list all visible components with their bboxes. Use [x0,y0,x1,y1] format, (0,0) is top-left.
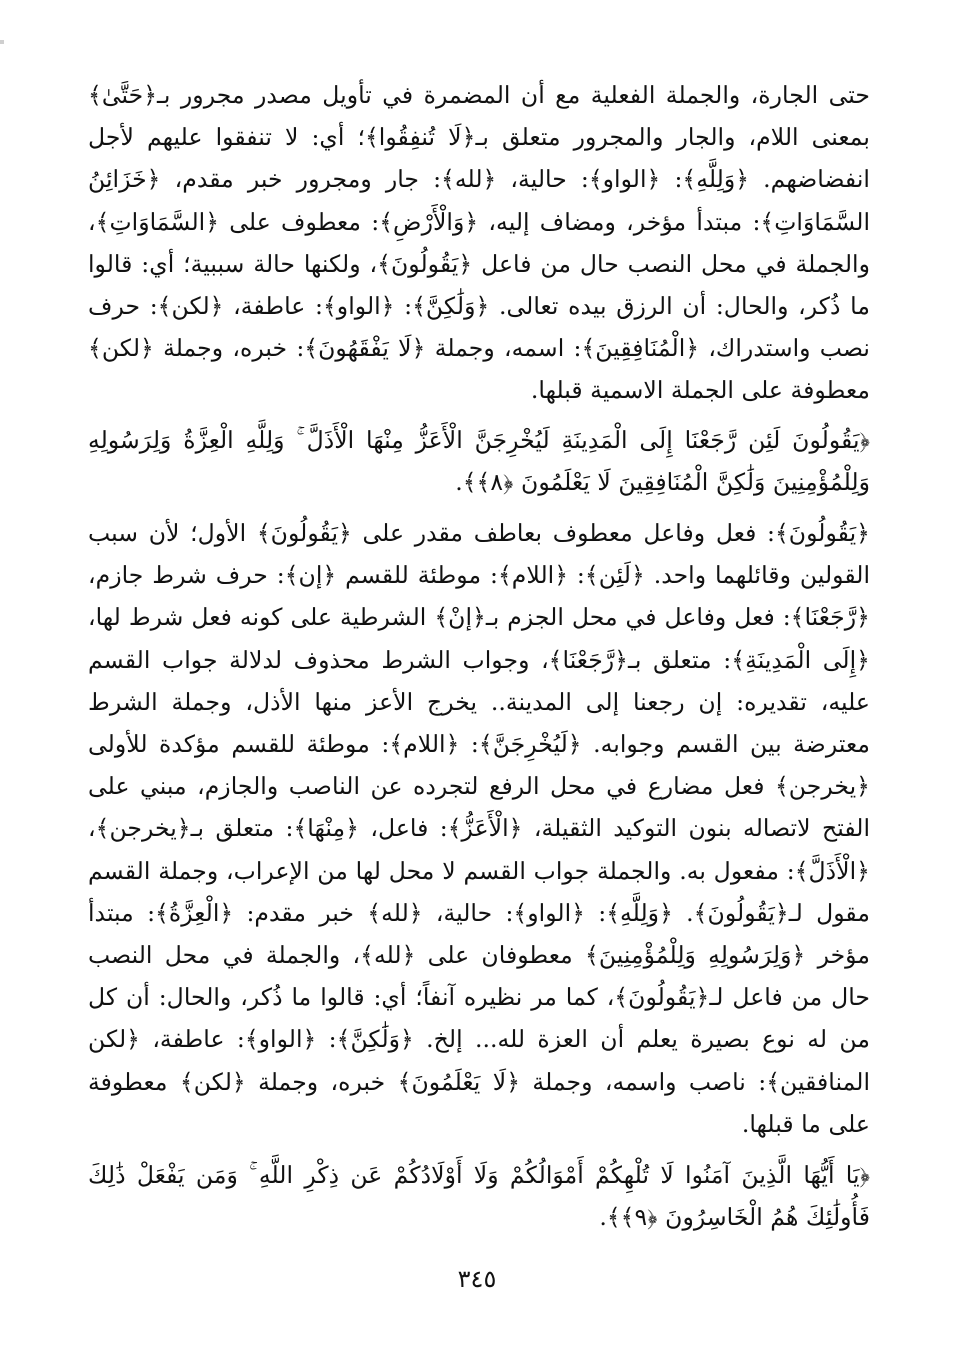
page-number: ٣٤٥ [457,1265,497,1293]
scan-mark [0,40,4,44]
paragraph-gap [88,412,870,419]
commentary-paragraph-2: ﴿يَقُولُونَ﴾: فعل وفاعل معطوف بعاطف مقدر على ﴿يَقُولُونَ﴾ الأول؛ لأن سبب القولين وقائلهما واحد. ﴿لَئِن﴾: ﴿اللام﴾: موطئة للقسم ﴿إن﴾: حرف شرط جازم، ﴿رَّجَعْنَا﴾: فعل وفاعل في محل الجزم بـ﴿إنْ﴾ الشرطية على كونه فعل شرط لها، ﴿إِلَى الْمَدِينَةِ﴾: متعلق بـ﴿رَّجَعْنَا﴾، وجواب الشرط محذوف لدلالة جواب القسم عليه، تقديره: إن رجعنا إلى المدينة.. يخرج الأعز منها الأذل، وجملة الشرط معترضة بين القسم وجوابه. ﴿لَيُخْرِجَنَّ﴾: ﴿اللام﴾: موطئة للقسم مؤكدة للأولى ﴿يخرجن﴾ فعل مضارع في محل الرفع لتجرده عن الناصب والجازم، مبني على الفتح لاتصاله بنون التوكيد الثقيلة، ﴿الْأَعَزُّ﴾: فاعل، ﴿مِنْهَا﴾: متعلق بـ﴿يخرجن﴾، ﴿الْأَذَلَّ﴾: مفعول به. والجملة جواب القسم لا محل لها من الإعراب، وجملة القسم مقول لـ﴿يَقُولُونَ﴾. ﴿وَلِلَّهِ﴾: ﴿الواو﴾: حالية، ﴿لله﴾ خبر مقدم: ﴿الْعِزَّةُ﴾: مبتدأ مؤخر ﴿وَلِرَسُولِهِ وَلِلْمُؤْمِنِينَ﴾ معطوفان على ﴿لله﴾، والجملة في محل النصب حال من فاعل لـ﴿يَقُولُونَ﴾، كما مر نظيره آنفاً؛ أي: قالوا ما ذُكر، والحال: أن كل من له نوع بصيرة يعلم أن العزة لله... إلخ. ﴿وَلَٰكِنَّ﴾: ﴿الواو﴾: عاطفة، ﴿لكن المنافقين﴾: ناصب واسمه، وجملة ﴿لَا يَعْلَمُونَ﴾ خبره، وجملة ﴿لكن﴾ معطوفة على ما قبلها. [88,519,870,1138]
commentary-paragraph-1: حتى الجارة، والجملة الفعلية مع أن المضمرة في تأويل مصدر مجرور بـ﴿حَتَّىٰ﴾ بمعنى اللام، والجار والمجرور متعلق بـ﴿لَا تُنفِقُوا﴾؛ أي: لا تنفقوا عليهم لأجل انفضاضهم. ﴿وَلِلَّهِ﴾: ﴿الواو﴾: حالية، ﴿لله﴾: جار ومجرور خبر مقدم، ﴿خَزَائِنُ السَّمَاوَاتِ﴾: مبتدأ مؤخر، ومضاف إليه، ﴿وَالْأَرْضِ﴾: معطوف على ﴿السَّمَاوَاتِ﴾، والجملة في محل النصب حال من فاعل ﴿يَقُولُونَ﴾، ولكنها حالة سببية؛ أي: قالوا ما ذُكر، والحال: أن الرزق بيده تعالى. ﴿وَلَٰكِنَّ﴾: ﴿الواو﴾: عاطفة، ﴿لكن﴾: حرف نصب واستدراك، ﴿الْمُنَافِقِينَ﴾: اسمه، وجملة ﴿لَا يَفْقَهُونَ﴾: خبره، وجملة ﴿لكن﴾ معطوفة على الجملة الاسمية قبلها. [88,81,870,405]
quran-verse-9: ﴿يَا أَيُّهَا الَّذِينَ آمَنُوا لَا تُلْهِكُمْ أَمْوَالُكُمْ وَلَا أَوْلَادُكُمْ عَن ذِكْرِ اللَّهِ ۚ وَمَن يَفْعَلْ ذَٰلِكَ فَأُولَٰئِكَ هُمُ الْخَاسِرُونَ ﴿٩﴾﴾. [88,1161,870,1232]
paragraph-gap [88,1145,870,1154]
quran-verse-8: ﴿يَقُولُونَ لَئِن رَّجَعْنَا إِلَى الْمَدِينَةِ لَيُخْرِجَنَّ الْأَعَزُّ مِنْهَا الْأَذَلَّ ۚ وَلِلَّهِ الْعِزَّةُ وَلِرَسُولِهِ وَلِلْمُؤْمِنِينَ وَلَٰكِنَّ الْمُنَافِقِينَ لَا يَعْلَمُونَ ﴿٨﴾﴾. [88,425,870,496]
page-body [88,74,870,1324]
paragraph-gap [88,503,870,512]
